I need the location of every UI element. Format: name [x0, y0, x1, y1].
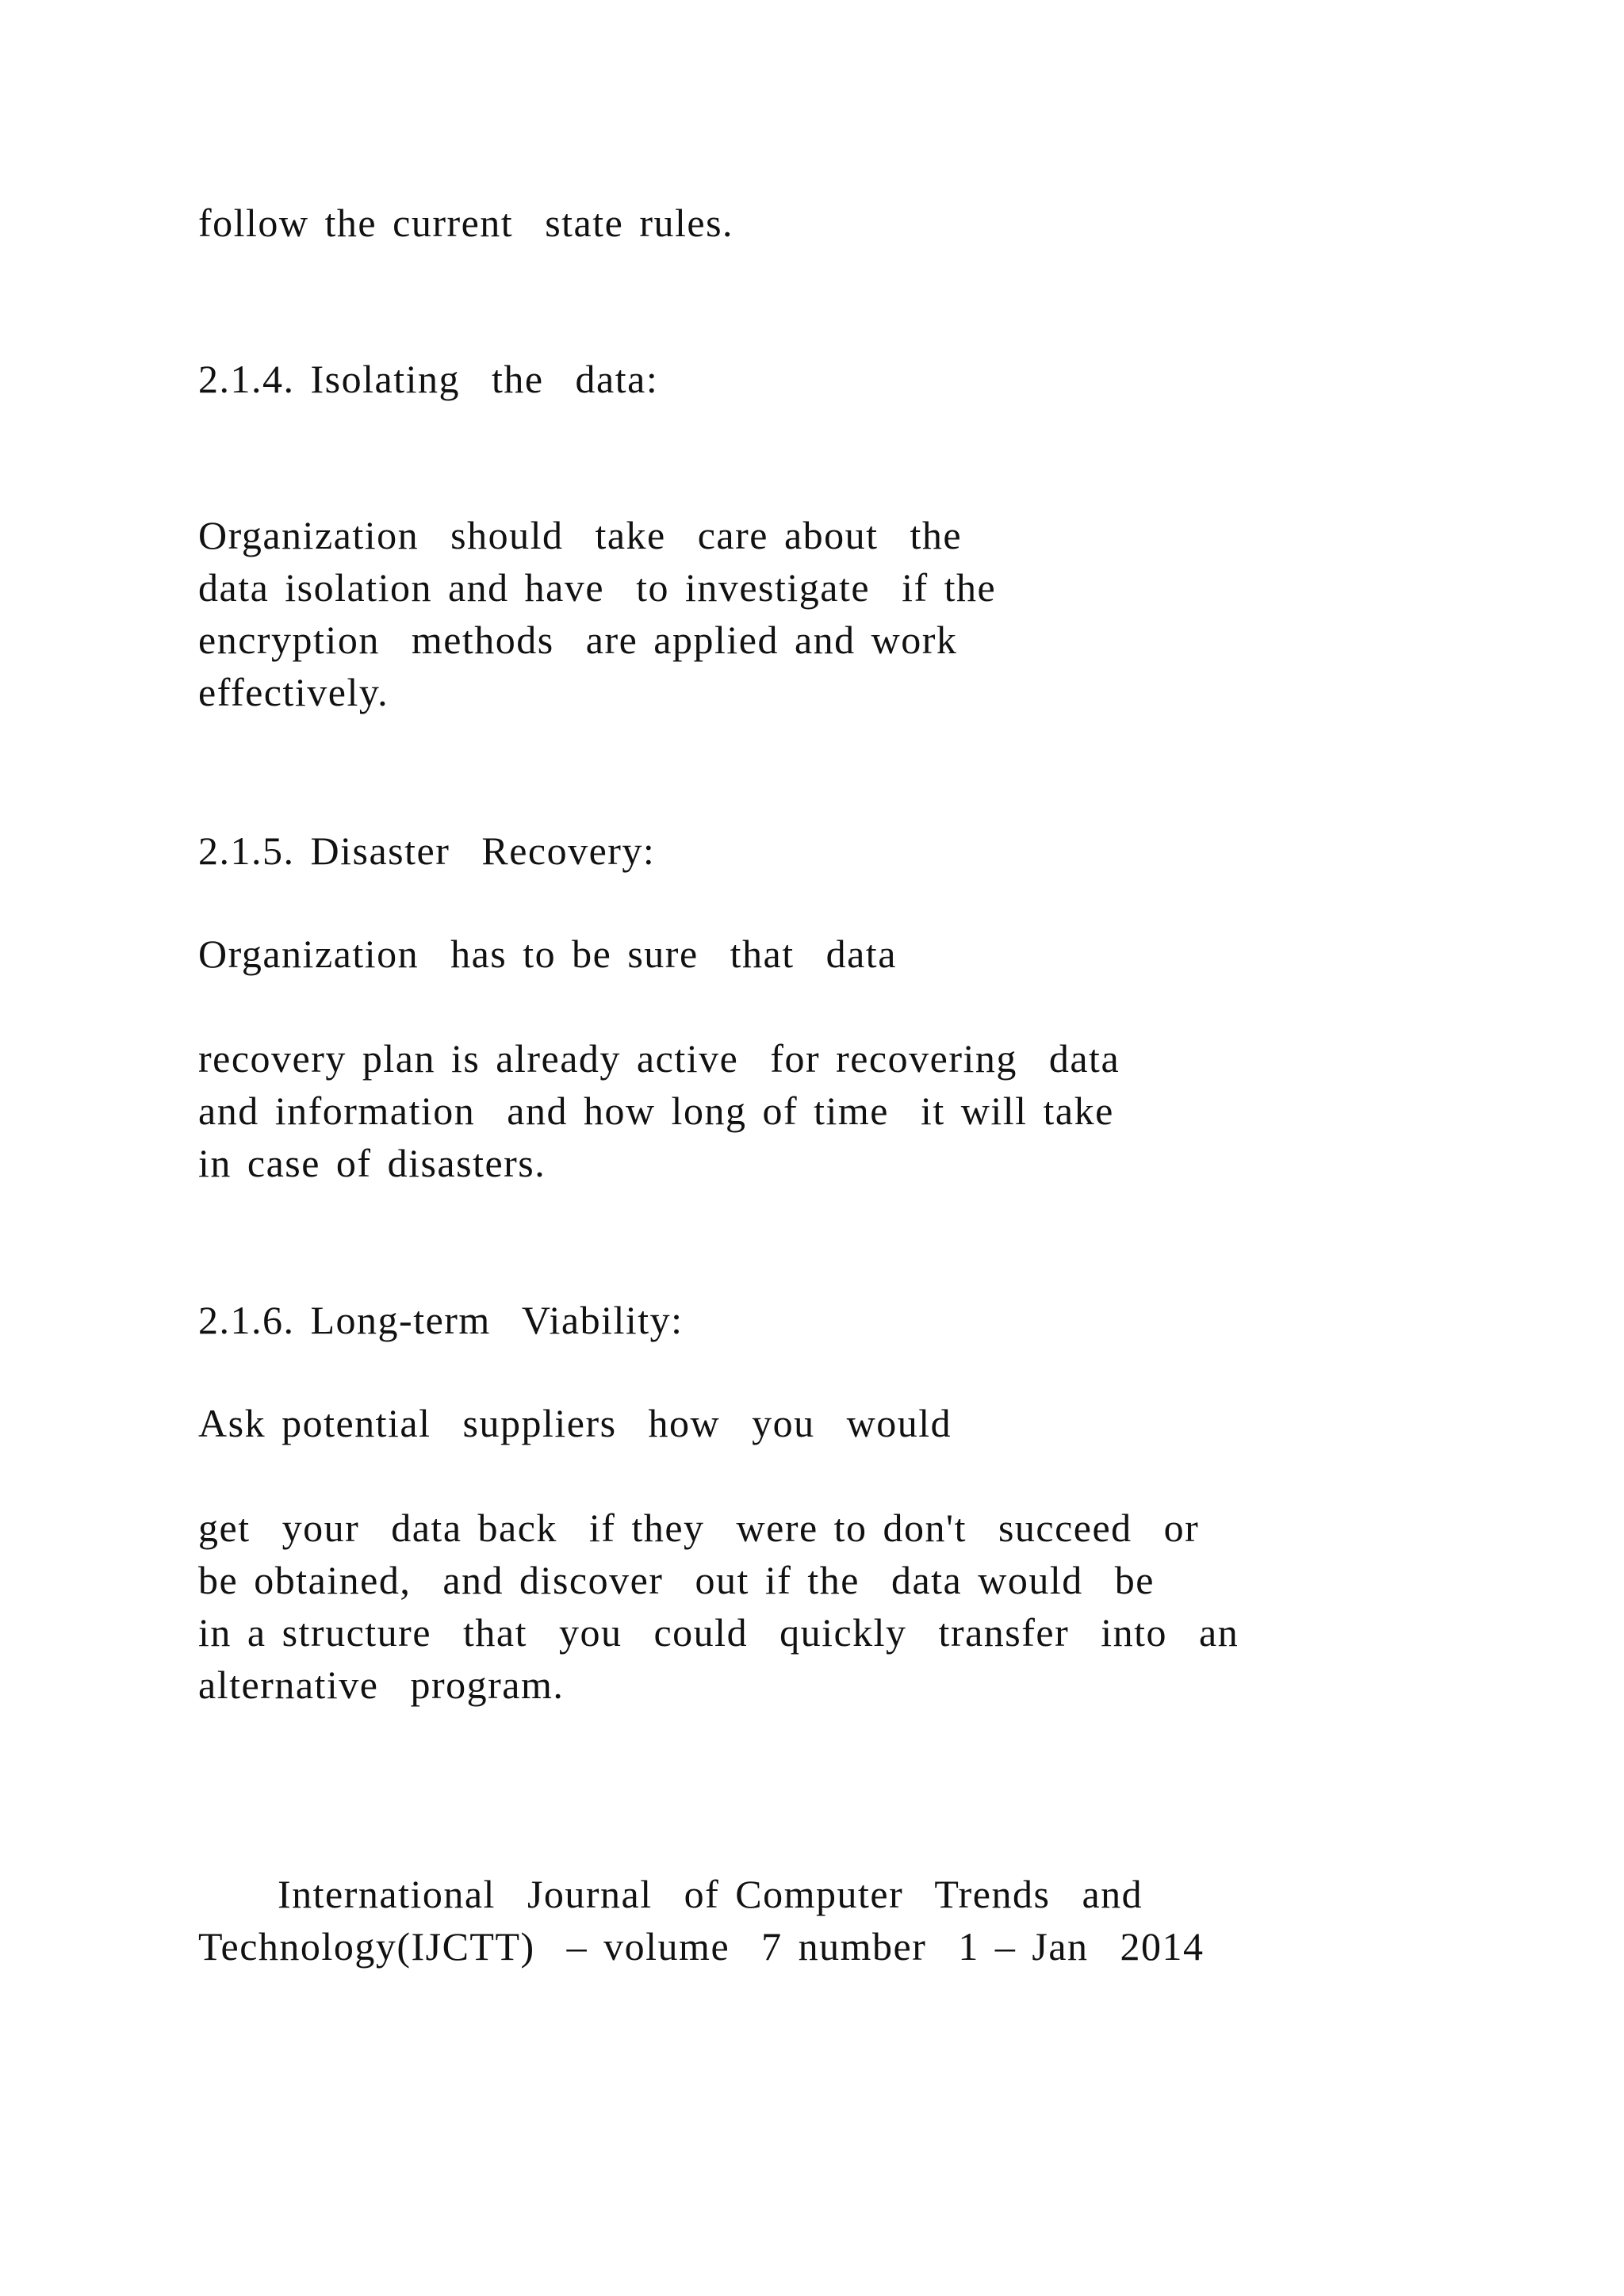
paragraph-line: in a structure that you could quickly transfer into an	[198, 1610, 1239, 1655]
intro-line: follow the current state rules.	[198, 201, 734, 245]
paragraph-line: and information and how long of time it will take	[198, 1089, 1114, 1133]
paragraph-line: Ask potential suppliers how you would	[198, 1401, 952, 1445]
section-heading-disaster-recovery: 2.1.5. Disaster Recovery:	[198, 828, 656, 873]
journal-citation-line-1: International Journal of Computer Trends and	[278, 1872, 1143, 1916]
paragraph-line: be obtained, and discover out if the data would be	[198, 1558, 1155, 1602]
paragraph-line: recovery plan is already active for recovering data	[198, 1036, 1120, 1081]
paragraph-line: Organization should take care about the	[198, 513, 963, 557]
journal-citation-line-2: Technology(IJCTT) – volume 7 number 1 – Jan 2014	[198, 1924, 1205, 1969]
paragraph-line: data isolation and have to investigate if the	[198, 565, 997, 610]
paragraph-line: alternative program.	[198, 1663, 565, 1707]
paragraph-line: get your data back if they were to don't succeed or	[198, 1506, 1200, 1550]
section-heading-long-term-viability: 2.1.6. Long-term Viability:	[198, 1298, 684, 1342]
paragraph-line: effectively.	[198, 670, 389, 714]
paragraph-line: Organization has to be sure that data	[198, 932, 897, 976]
paragraph-line: in case of disasters.	[198, 1141, 546, 1185]
section-heading-isolating-data: 2.1.4. Isolating the data:	[198, 357, 659, 401]
paragraph-line: encryption methods are applied and work	[198, 618, 958, 662]
